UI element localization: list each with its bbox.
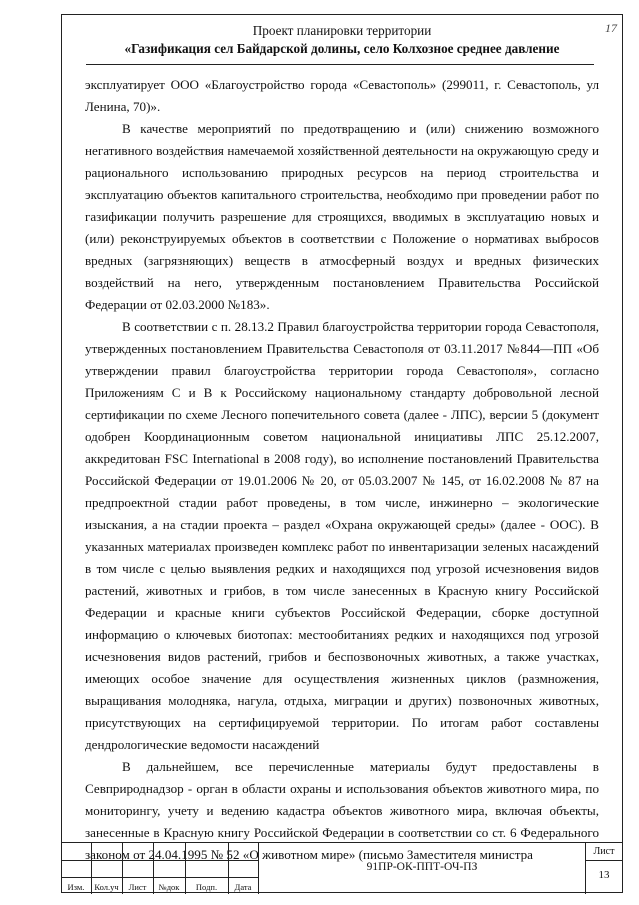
stamp-row-line — [61, 860, 258, 861]
stamp-col-izm: Изм. — [67, 882, 85, 892]
paragraph-4: В дальнейшем, все перечисленные материалы будут предоставлены в Севприроднадзор - орган в области охраны и использования объектов животного мира, по мониторингу, учету и ведению кадастра объектов животного мира, включая объекты, занесенные в Красную книгу Российской Федерации в соответствии со ст. 6 Федерального законом от 24.04.1995 № 52 «О животном мире» (письмо Заместителя министра — [85, 759, 599, 862]
title-block-stamp — [61, 842, 623, 894]
document-body — [85, 74, 599, 866]
stamp-row-line — [61, 877, 258, 878]
stamp-sheet-divider — [585, 860, 623, 861]
header-divider — [86, 64, 594, 65]
stamp-col-data: Дата — [234, 882, 252, 892]
page-number: 17 — [605, 21, 617, 35]
sheet-label: Лист — [593, 846, 615, 857]
sheet-number: 13 — [598, 869, 610, 881]
stamp-divider — [258, 843, 259, 894]
paragraph-2: В качестве мероприятий по предотвращению и (или) снижению возможного негативного воздействия намечаемой хозяйственной деятельности на окружающую среду и рационального использованию природных ресурсов на период строительства и эксплуатацию объектов капитального строительства, необходимо при проведении работ по газификации получить разрешение для строящихся, вводимых в эксплуатацию новых и (или) реконструируемых объектов в соответствии с Положение о нормативах выбросов вредных (загрязняющих) веществ в атмосферный воздух и вредных физических воздействий на него, утвержденным постановлением Правительства Российской Федерации от 02.03.2000 №183». — [85, 121, 599, 312]
header-project-name: «Газификация сел Байдарской долины, село Колхозное среднее давление — [124, 41, 560, 56]
stamp-col-ndok: №док — [158, 882, 180, 892]
stamp-col-kolvo: Кол.уч — [94, 882, 119, 892]
paragraph-3: В соответствии с п. 28.13.2 Правил благоустройства территории города Севастополя, утвержденных постановлением Правительства Севастополя от 03.11.2017 №844—ПП «Об утверждении правил благоустройства территории города Севастополя», согласно Приложениям С и В к Российскому национальному стандарту добровольной лесной сертификации по схеме Лесного попечительного совета (далее - ЛПС), версии 5 (документ одобрен Координационным советом национальной инициативы ЛПС 25.12.2007, аккредитован FSC International в 2008 году), во исполнение постановлений Правительства Российской Федерации от 19.01.2006 № 20, от 05.03.2007 № 145, от 16.02.2008 № 87 на предпроектной стадии работ проведены, в том числе, инжинерно – экологические изыскания, а на стадии проекта – раздел «Охрана окружающей среды» (далее - ООС). В указанных материалах произведен комплекс работ по инвентаризации зеленых насаждений в том числе с целью выявления редких и находящихся под угрозой исчезновения видов растений, животных и грибов, в том числе занесенных в Красную книгу Российской Федерации и красные книги субъектов Российской Федерации, сборке доступной информацию о ключевых биотопах: местообитаниях редких и находящихся под угрозой исчезновения видов растений, грибов и беспозвоночных животных, а также участках, имеющих особое значение для осуществления жизненных циклов (размножения, выращивания молодняка, нагула, отдыха, миграции и других) позвоночных животных, присутствующих на сертифицируемой территории. По итогам работ составлены дендрологические ведомости насаждений — [85, 319, 599, 752]
document-code: 91ПР-ОК-ППТ-ОЧ-ПЗ — [366, 861, 478, 873]
stamp-col-podp: Подп. — [195, 882, 218, 892]
header-project-title: Проект планировки территории — [252, 23, 432, 38]
stamp-col-list: Лист — [128, 882, 147, 892]
paragraph-1: эксплуатирует ООО «Благоустройство города «Севастополь» (299011, г. Севастополь, ул Ленина, 70)». — [85, 77, 599, 114]
